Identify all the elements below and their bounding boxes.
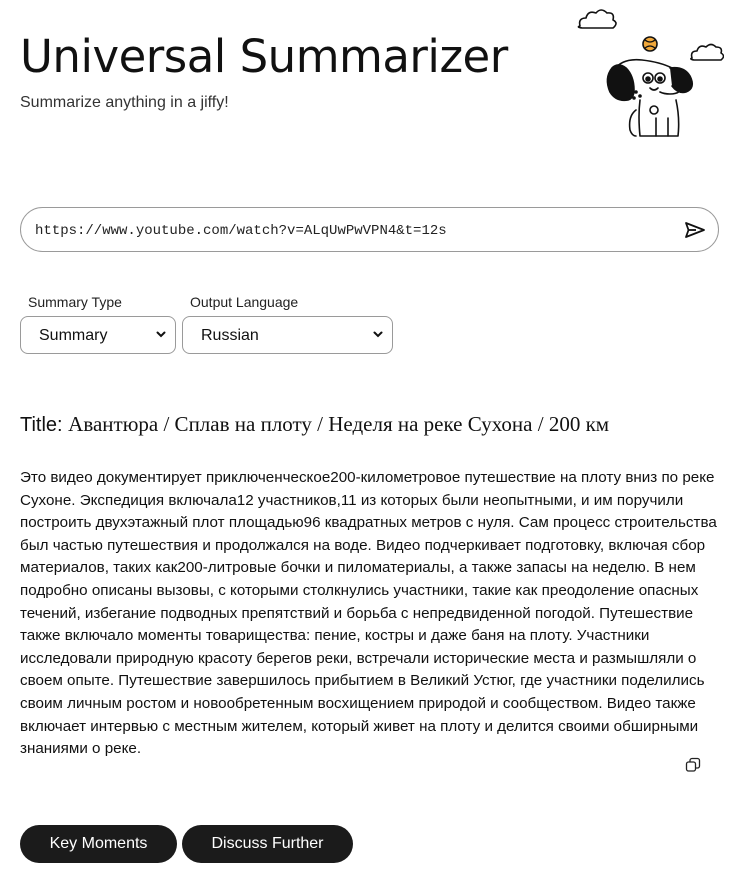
summary-title (20, 412, 609, 437)
app-subtitle: Summarize anything in a jiffy! (20, 94, 229, 111)
discuss-further-button[interactable]: Discuss Further (182, 825, 353, 863)
chevron-down-icon (372, 328, 384, 340)
summary-type-value: Summary (39, 327, 108, 344)
output-language-select[interactable] (182, 316, 393, 354)
summary-type-select[interactable] (20, 316, 176, 354)
output-language-value: Russian (201, 327, 259, 344)
summary-title-value: Авантюра / Сплав на плоту / Неделя на реке Сухона / 200 км (68, 412, 610, 436)
app-title: Universal Summarizer (20, 30, 508, 83)
dog-mascot-icon (572, 6, 724, 142)
submit-button[interactable] (682, 217, 708, 243)
summary-title-label: Title: (20, 414, 63, 436)
chevron-down-icon (155, 328, 167, 340)
url-input[interactable] (33, 215, 667, 247)
copy-icon (685, 757, 701, 773)
output-language-label: Output Language (190, 294, 299, 310)
summary-type-label: Summary Type (28, 294, 122, 310)
summary-text: Это видео документирует приключенческое200-километровое путешествие на плоту вниз по реке Сухоне. Экспедиция включала12 участников,11 из которых были неопытными, и им поручили построить двухэтажный плот площадью96 квадратных метров с нуля. Сам процесс строительства был частью путешествия и продолжался на воде. Видео подчеркивает подготовку, включая сбор материалов, таких как200-литровые бочки и пиломатериалы, а также запасы на неделю. В нем подробно описаны вызовы, с которыми столкнулись участники, такие как преодоление опасных течений, избегание подводных препятствий и борьба с непредвиденной погодой. Путешествие также включало моменты товарищества: пение, костры и даже баня на плоту. Участники исследовали природную красоту берегов реки, встречали исторические места и размышляли о своем опыте. Путешествие завершилось прибытием в Великий Устюг, где участники поделились своим личным ростом и новообретенным восхищением природой и сообществом. Видео также включает интервью с местным жителем, который живет на плоту и делится своими обширными знаниями о реке. (20, 469, 717, 758)
url-input-bar (20, 207, 719, 252)
copy-button[interactable] (685, 757, 701, 773)
send-icon (684, 221, 706, 239)
key-moments-button[interactable]: Key Moments (20, 825, 177, 863)
